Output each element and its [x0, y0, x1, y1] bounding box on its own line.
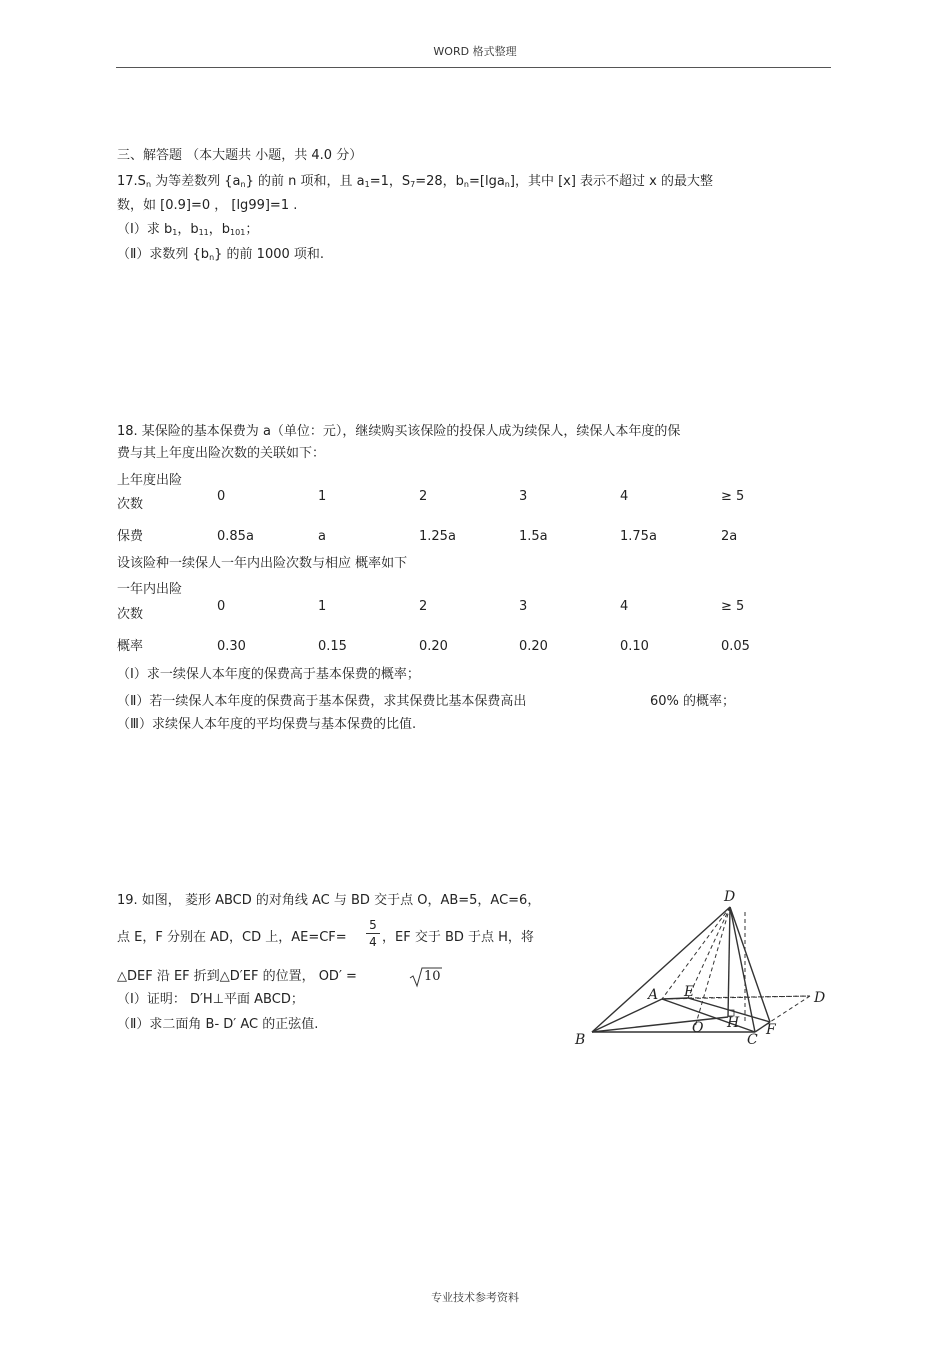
table2-header-label-1: 一年内出险 — [117, 582, 183, 597]
label-B: B — [575, 1032, 586, 1048]
table2-count-cell: 1 — [318, 599, 327, 614]
edge-D-B — [592, 907, 730, 1032]
table1-count-cell: ≥ 5 — [721, 489, 745, 504]
q19-line2-end: ，EF 交于 BD 于点 H，将 — [382, 930, 534, 945]
table1-premium-cell: 1.5a — [519, 529, 548, 544]
label-E: E — [684, 984, 695, 1000]
page-footer: 专业技术参考资料 — [431, 1291, 519, 1304]
q18-line2: 费与其上年度出险次数的关联如下： — [117, 446, 326, 461]
edge-D-A-hidden — [662, 907, 730, 999]
table1-count-cell: 2 — [419, 489, 428, 504]
sqrt-expression — [409, 966, 443, 992]
label-C: C — [747, 1032, 758, 1048]
pyramid-figure — [570, 882, 840, 1056]
sqrt-radicand: 10 — [424, 969, 441, 984]
fraction-bar — [366, 933, 380, 934]
table2-probability-cell: 0.05 — [721, 639, 750, 654]
q18-mid-text: 设该险种一续保人一年内出险次数与相应 概率如下 — [117, 556, 408, 571]
q17-part1: （Ⅰ）求 $b_1$，$b_{11}$，$b_{101}$； — [117, 222, 259, 237]
table1-count-cell: 0 — [217, 489, 226, 504]
table2-probability-cell: 0.20 — [519, 639, 548, 654]
table1-count-cell: 3 — [519, 489, 528, 504]
section-title: 三、解答题 （本大题共 小题，共 4.0 分） — [117, 148, 363, 163]
edge-D-E-hidden — [688, 907, 730, 998]
table1-count-cell: 4 — [620, 489, 629, 504]
table1-header-label-1: 上年度出险 — [117, 473, 183, 488]
table2-count-cell: 0 — [217, 599, 226, 614]
table1-count-cell: 1 — [318, 489, 327, 504]
q19-line1: 19. 如图， 菱形 ABCD 的对角线 AC 与 BD 交于点 O，AB=5，AC=6， — [117, 893, 541, 908]
table1-header-label-2: 次数 — [117, 497, 144, 512]
table2-probability-cell: 0.15 — [318, 639, 347, 654]
table1-premium-cell: 0.85a — [217, 529, 254, 544]
label-A: A — [648, 987, 659, 1003]
q17-part2: （Ⅱ）求数列 $\{b_n\}$ 的前 1000 项和. — [117, 247, 325, 262]
page-header: WORD 格式整理 — [433, 45, 517, 58]
q18-part2-tail: 60% 的概率； — [650, 694, 736, 709]
table1-premium-cell: a — [318, 529, 326, 544]
q19-line2-start: 点 E，F 分别在 AD，CD 上，AE=CF= — [117, 930, 347, 945]
q19-line3: △DEF 沿 EF 折到△D′EF 的位置， OD′ = — [117, 969, 357, 984]
label-F: F — [766, 1022, 776, 1038]
geometry-diagram — [570, 882, 840, 1052]
table2-probability-cell: 0.10 — [620, 639, 649, 654]
table2-row-label: 概率 — [117, 639, 144, 654]
table2-count-cell: 2 — [419, 599, 428, 614]
q18-part1: （Ⅰ）求一续保人本年度的保费高于基本保费的概率； — [117, 667, 420, 682]
label-D-right: D — [814, 990, 826, 1006]
header-rule — [116, 67, 831, 68]
label-H: H — [727, 1015, 740, 1031]
q18-part2: （Ⅱ）若一续保人本年度的保费高于基本保费，求其保费比基本保费高出 — [117, 694, 527, 709]
q18-part3: （Ⅲ）求续保人本年度的平均保费与基本保费的比值. — [117, 717, 417, 732]
edge-B-A — [592, 999, 662, 1032]
q19-part2: （Ⅱ）求二面角 B- D′ AC 的正弦值. — [117, 1017, 319, 1032]
edge-Dprime-F-hidden — [770, 996, 810, 1022]
table1-premium-cell: 2a — [721, 529, 738, 544]
table1-premium-cell: 1.75a — [620, 529, 657, 544]
table2-probability-cell: 0.20 — [419, 639, 448, 654]
edge-D-H — [728, 907, 730, 1017]
q18-line1: 18. 某保险的基本保费为 a（单位：元），继续购买该保险的投保人成为续保人，续保人本年度的保 — [117, 424, 681, 439]
label-D-top: D — [724, 889, 736, 905]
fraction-numerator: 5 — [369, 918, 377, 932]
table1-row-label: 保费 — [117, 529, 144, 544]
fraction-denominator: 4 — [369, 935, 377, 949]
table2-probability-cell: 0.30 — [217, 639, 246, 654]
q17-line2: 数，如 [0.9]=0 ， [lg99]=1 . — [117, 198, 298, 213]
table2-count-cell: 4 — [620, 599, 629, 614]
table2-count-cell: 3 — [519, 599, 528, 614]
label-O: O — [692, 1020, 704, 1036]
q17-line1: $17.S_n$ 为等差数列 $\{a_n\}$ 的前 n 项和，且 $a_1=1$，$S_7=28$，$b_n=[\lg a_n]$，其中 [x] 表示不超过 x 的最大整 — [117, 174, 714, 189]
table1-premium-cell: 1.25a — [419, 529, 456, 544]
fraction-5-4 — [366, 918, 380, 949]
table2-count-cell: ≥ 5 — [721, 599, 745, 614]
q19-part1: （Ⅰ）证明： D′H⊥平面 ABCD； — [117, 992, 304, 1007]
edge-B-H — [592, 1017, 728, 1032]
table2-header-label-2: 次数 — [117, 607, 144, 622]
